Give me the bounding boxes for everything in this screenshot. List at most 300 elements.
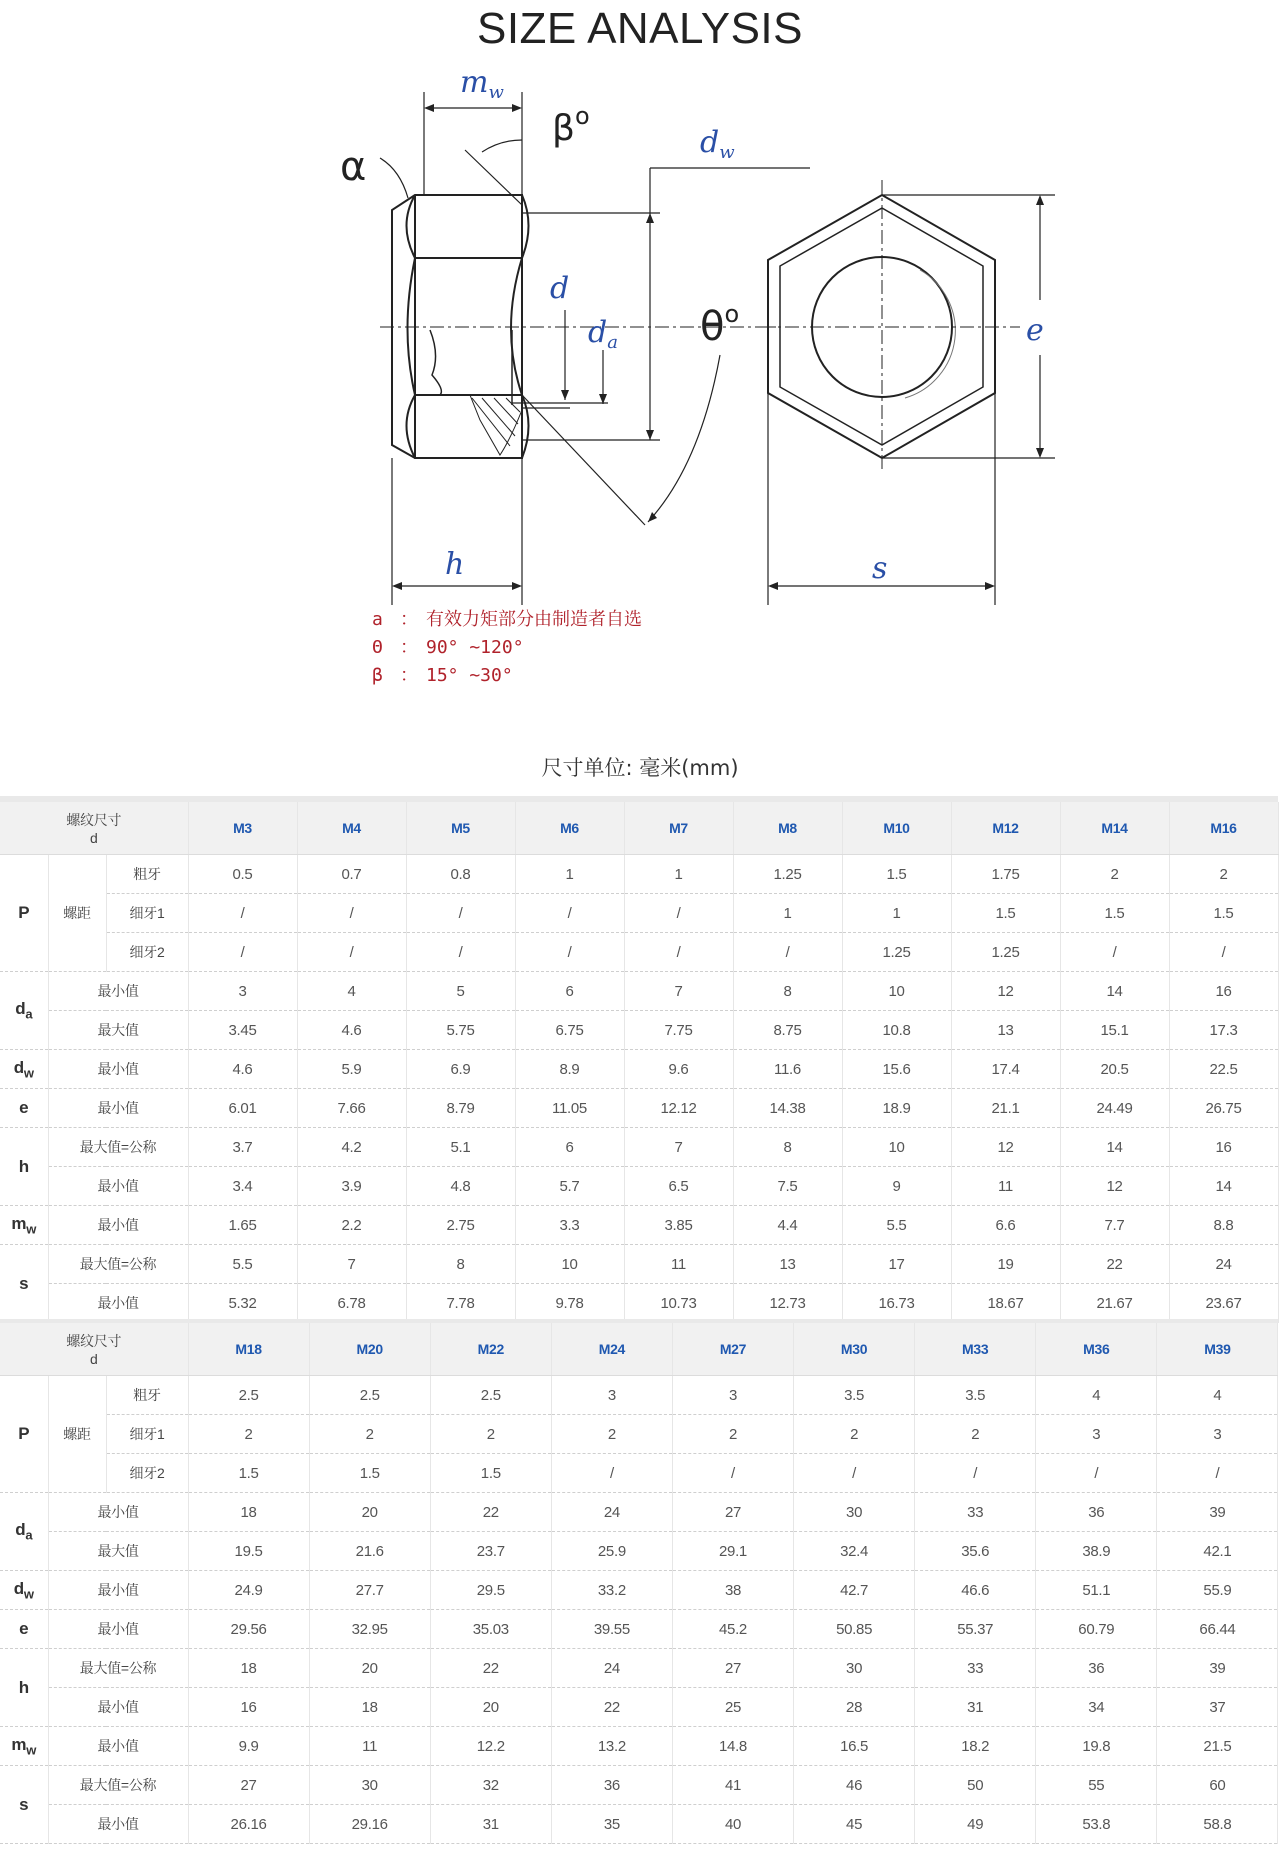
value-cell: 5.7 — [515, 1167, 624, 1206]
param-label: h — [0, 1128, 48, 1206]
value-cell: 36 — [551, 1766, 672, 1805]
value-cell: 2.5 — [188, 1376, 309, 1415]
legend-row-theta: Θ ： 90° ~120° — [372, 637, 524, 658]
value-cell: 1.75 — [951, 855, 1060, 894]
value-cell: 1.25 — [733, 855, 842, 894]
size-header: M33 — [915, 1323, 1036, 1376]
value-cell: 28 — [794, 1688, 915, 1727]
label-beta: $\beta^o$ — [552, 102, 590, 149]
value-cell: 8.79 — [406, 1089, 515, 1128]
table-row — [0, 1688, 1278, 1727]
value-cell: 2 — [188, 1415, 309, 1454]
table-row — [0, 1206, 1278, 1245]
value-cell: 10 — [515, 1245, 624, 1284]
value-cell: 26.16 — [188, 1805, 309, 1844]
value-cell: / — [915, 1454, 1036, 1493]
sub-label: 细牙2 — [106, 933, 188, 972]
value-cell: 24 — [551, 1649, 672, 1688]
value-cell: 1.5 — [309, 1454, 430, 1493]
value-cell: 23.7 — [430, 1532, 551, 1571]
size-header: M18 — [188, 1323, 309, 1376]
value-cell: 29.56 — [188, 1610, 309, 1649]
value-cell: / — [406, 933, 515, 972]
value-cell: 21.1 — [951, 1089, 1060, 1128]
legend-row-beta: β ： 15° ~30° — [372, 665, 513, 686]
unit-caption: 尺寸单位: 毫米(mm) — [541, 756, 739, 780]
size-header: M3 — [188, 802, 297, 855]
value-cell: 50.85 — [794, 1610, 915, 1649]
value-cell: 8.9 — [515, 1050, 624, 1089]
legend-row-a: a ： 有效力矩部分由制造者自选 — [372, 609, 642, 630]
param-label: s — [0, 1245, 48, 1323]
value-cell: 20 — [309, 1649, 430, 1688]
sub-label: 最大值 — [48, 1011, 188, 1050]
param-label: e — [0, 1089, 48, 1128]
value-cell: 1.65 — [188, 1206, 297, 1245]
value-cell: 26.75 — [1169, 1089, 1278, 1128]
value-cell: 16 — [1169, 1128, 1278, 1167]
value-cell: / — [672, 1454, 793, 1493]
value-cell: 60.79 — [1036, 1610, 1157, 1649]
sub-label: 粗牙 — [106, 855, 188, 894]
value-cell: 14.8 — [672, 1727, 793, 1766]
value-cell: 24 — [1169, 1245, 1278, 1284]
table-row — [0, 1167, 1278, 1206]
value-cell: 10.73 — [624, 1284, 733, 1323]
value-cell: 10 — [842, 1128, 951, 1167]
value-cell: 29.16 — [309, 1805, 430, 1844]
param-label: $d_w$ — [0, 1571, 48, 1610]
size-header: M4 — [297, 802, 406, 855]
value-cell: 5.1 — [406, 1128, 515, 1167]
value-cell: / — [733, 933, 842, 972]
value-cell: 37 — [1157, 1688, 1278, 1727]
value-cell: 19.5 — [188, 1532, 309, 1571]
value-cell: 31 — [430, 1805, 551, 1844]
value-cell: 27 — [672, 1649, 793, 1688]
size-header: M22 — [430, 1323, 551, 1376]
table-row — [0, 1050, 1278, 1089]
value-cell: 11.05 — [515, 1089, 624, 1128]
table-row — [0, 1649, 1278, 1688]
value-cell: 1.5 — [1169, 894, 1278, 933]
value-cell: 19.8 — [1036, 1727, 1157, 1766]
value-cell: 10 — [842, 972, 951, 1011]
value-cell: 3 — [551, 1376, 672, 1415]
size-header: M27 — [672, 1323, 793, 1376]
sub-label: 最大值=公称 — [48, 1245, 188, 1284]
size-header: M36 — [1036, 1323, 1157, 1376]
value-cell: 16 — [1169, 972, 1278, 1011]
value-cell: 24.49 — [1060, 1089, 1169, 1128]
sub-label: 最小值 — [48, 1493, 188, 1532]
size-header: M12 — [951, 802, 1060, 855]
value-cell: 3.3 — [515, 1206, 624, 1245]
size-header: M24 — [551, 1323, 672, 1376]
value-cell: 17.4 — [951, 1050, 1060, 1089]
table-row — [0, 1245, 1278, 1284]
value-cell: 9.9 — [188, 1727, 309, 1766]
sub-label: 最小值 — [48, 1206, 188, 1245]
value-cell: / — [1157, 1454, 1278, 1493]
value-cell: 22.5 — [1169, 1050, 1278, 1089]
table-row — [0, 1454, 1278, 1493]
value-cell: 7.7 — [1060, 1206, 1169, 1245]
value-cell: 12.73 — [733, 1284, 842, 1323]
label-da: $d_a$ — [588, 315, 618, 353]
value-cell: 27 — [188, 1766, 309, 1805]
label-dw: $d_w$ — [700, 125, 735, 163]
value-cell: 33 — [915, 1493, 1036, 1532]
sub-label: 最大值=公称 — [48, 1766, 188, 1805]
value-cell: 1.25 — [951, 933, 1060, 972]
value-cell: 21.67 — [1060, 1284, 1169, 1323]
value-cell: 5.75 — [406, 1011, 515, 1050]
sub-label: 最大值=公称 — [48, 1649, 188, 1688]
value-cell: 4 — [1036, 1376, 1157, 1415]
value-cell: / — [515, 933, 624, 972]
sub-label: 最小值 — [48, 1805, 188, 1844]
value-cell: 5.5 — [842, 1206, 951, 1245]
value-cell: 38.9 — [1036, 1532, 1157, 1571]
value-cell: 1.5 — [188, 1454, 309, 1493]
value-cell: 18 — [309, 1688, 430, 1727]
value-cell: / — [406, 894, 515, 933]
value-cell: 35.6 — [915, 1532, 1036, 1571]
value-cell: 30 — [794, 1493, 915, 1532]
param-label: $m_w$ — [0, 1727, 48, 1766]
value-cell: 10.8 — [842, 1011, 951, 1050]
value-cell: 2.5 — [430, 1376, 551, 1415]
value-cell: 18.2 — [915, 1727, 1036, 1766]
value-cell: 0.7 — [297, 855, 406, 894]
value-cell: 6.5 — [624, 1167, 733, 1206]
table-row — [0, 1493, 1278, 1532]
value-cell: 8 — [733, 1128, 842, 1167]
value-cell: / — [1169, 933, 1278, 972]
sub-label: 最大值=公称 — [48, 1128, 188, 1167]
value-cell: 7.78 — [406, 1284, 515, 1323]
value-cell: 18 — [188, 1649, 309, 1688]
value-cell: 39 — [1157, 1649, 1278, 1688]
sub-label: 细牙1 — [106, 894, 188, 933]
value-cell: 13.2 — [551, 1727, 672, 1766]
value-cell: 7 — [624, 972, 733, 1011]
value-cell: 4.6 — [188, 1050, 297, 1089]
param-label: s — [0, 1766, 48, 1844]
value-cell: 3 — [672, 1376, 793, 1415]
value-cell: 21.6 — [309, 1532, 430, 1571]
param-label: $m_w$ — [0, 1206, 48, 1245]
value-cell: 58.8 — [1157, 1805, 1278, 1844]
sub-label: 最小值 — [48, 1571, 188, 1610]
value-cell: 55 — [1036, 1766, 1157, 1805]
value-cell: 23.67 — [1169, 1284, 1278, 1323]
value-cell: 32.95 — [309, 1610, 430, 1649]
value-cell: 29.1 — [672, 1532, 793, 1571]
spec-table-2 — [0, 1323, 1278, 1844]
value-cell: 1.25 — [842, 933, 951, 972]
sub-label: 最小值 — [48, 1284, 188, 1323]
value-cell: 9 — [842, 1167, 951, 1206]
param-label: $d_w$ — [0, 1050, 48, 1089]
param-label: P — [0, 855, 48, 972]
label-mw: $m_w$ — [460, 70, 504, 103]
value-cell: 35.03 — [430, 1610, 551, 1649]
value-cell: 30 — [794, 1649, 915, 1688]
value-cell: 35 — [551, 1805, 672, 1844]
table-row — [0, 855, 1278, 894]
value-cell: 2 — [672, 1415, 793, 1454]
value-cell: 17 — [842, 1245, 951, 1284]
value-cell: 33 — [915, 1649, 1036, 1688]
table-row — [0, 1128, 1278, 1167]
value-cell: 14.38 — [733, 1089, 842, 1128]
value-cell: 27 — [672, 1493, 793, 1532]
value-cell: / — [1060, 933, 1169, 972]
value-cell: 12 — [951, 1128, 1060, 1167]
sub-label: 最小值 — [48, 1167, 188, 1206]
value-cell: 11 — [309, 1727, 430, 1766]
value-cell: 12.2 — [430, 1727, 551, 1766]
value-cell: 15.6 — [842, 1050, 951, 1089]
value-cell: 53.8 — [1036, 1805, 1157, 1844]
size-header: M6 — [515, 802, 624, 855]
value-cell: / — [794, 1454, 915, 1493]
size-header: M39 — [1157, 1323, 1278, 1376]
table-row — [0, 1284, 1278, 1323]
param-label: $d_a$ — [0, 1493, 48, 1571]
value-cell: 14 — [1060, 972, 1169, 1011]
table-row — [0, 1610, 1278, 1649]
value-cell: 9.6 — [624, 1050, 733, 1089]
value-cell: 0.5 — [188, 855, 297, 894]
value-cell: 32.4 — [794, 1532, 915, 1571]
size-header: M8 — [733, 802, 842, 855]
value-cell: 19 — [951, 1245, 1060, 1284]
value-cell: 11 — [624, 1245, 733, 1284]
value-cell: 6.01 — [188, 1089, 297, 1128]
value-cell: 21.5 — [1157, 1727, 1278, 1766]
value-cell: 42.1 — [1157, 1532, 1278, 1571]
value-cell: 5.32 — [188, 1284, 297, 1323]
value-cell: / — [624, 933, 733, 972]
value-cell: / — [515, 894, 624, 933]
value-cell: 6.75 — [515, 1011, 624, 1050]
value-cell: 0.8 — [406, 855, 515, 894]
value-cell: 3 — [1157, 1415, 1278, 1454]
value-cell: 7 — [297, 1245, 406, 1284]
value-cell: 45.2 — [672, 1610, 793, 1649]
angle-legend — [372, 606, 642, 690]
value-cell: 45 — [794, 1805, 915, 1844]
value-cell: 36 — [1036, 1493, 1157, 1532]
param-label: $d_a$ — [0, 972, 48, 1050]
sub-label: 最小值 — [48, 1727, 188, 1766]
value-cell: 31 — [915, 1688, 1036, 1727]
value-cell: 3.5 — [915, 1376, 1036, 1415]
value-cell: 8.75 — [733, 1011, 842, 1050]
value-cell: 34 — [1036, 1688, 1157, 1727]
value-cell: 60 — [1157, 1766, 1278, 1805]
value-cell: 66.44 — [1157, 1610, 1278, 1649]
value-cell: 7.5 — [733, 1167, 842, 1206]
value-cell: 1.5 — [951, 894, 1060, 933]
value-cell: 46.6 — [915, 1571, 1036, 1610]
size-header: M16 — [1169, 802, 1278, 855]
value-cell: 55.37 — [915, 1610, 1036, 1649]
value-cell: 2 — [309, 1415, 430, 1454]
sub-label: 细牙1 — [106, 1415, 188, 1454]
value-cell: 2 — [551, 1415, 672, 1454]
value-cell: 18.9 — [842, 1089, 951, 1128]
value-cell: 1 — [515, 855, 624, 894]
value-cell: 42.7 — [794, 1571, 915, 1610]
value-cell: 14 — [1060, 1128, 1169, 1167]
value-cell: 7.75 — [624, 1011, 733, 1050]
value-cell: 1.5 — [430, 1454, 551, 1493]
param-label: P — [0, 1376, 48, 1493]
sub-label: 最大值 — [48, 1532, 188, 1571]
value-cell: / — [297, 894, 406, 933]
value-cell: 25.9 — [551, 1532, 672, 1571]
label-theta: $\theta^o$ — [700, 300, 740, 350]
value-cell: 2 — [794, 1415, 915, 1454]
param-label: h — [0, 1649, 48, 1727]
value-cell: 4.4 — [733, 1206, 842, 1245]
size-header: M7 — [624, 802, 733, 855]
value-cell: 40 — [672, 1805, 793, 1844]
value-cell: 2 — [915, 1415, 1036, 1454]
page-title: SIZE ANALYSIS — [476, 4, 804, 53]
value-cell: 6.6 — [951, 1206, 1060, 1245]
value-cell: 22 — [1060, 1245, 1169, 1284]
sub-label: 最小值 — [48, 972, 188, 1011]
table-row — [0, 972, 1278, 1011]
value-cell: 7 — [624, 1128, 733, 1167]
value-cell: 5 — [406, 972, 515, 1011]
size-header: M20 — [309, 1323, 430, 1376]
pitch-group-label: 螺距 — [48, 855, 106, 972]
value-cell: 1.5 — [842, 855, 951, 894]
nut-dimension-drawing — [340, 70, 1060, 610]
size-header: M30 — [794, 1323, 915, 1376]
pitch-group-label: 螺距 — [48, 1376, 106, 1493]
table-row — [0, 1011, 1278, 1050]
sub-label: 最小值 — [48, 1610, 188, 1649]
value-cell: 16.73 — [842, 1284, 951, 1323]
value-cell: 25 — [672, 1688, 793, 1727]
corner-header: 螺纹尺寸 d — [0, 1323, 188, 1376]
value-cell: 17.3 — [1169, 1011, 1278, 1050]
value-cell: 4 — [297, 972, 406, 1011]
value-cell: 6.9 — [406, 1050, 515, 1089]
value-cell: 8.8 — [1169, 1206, 1278, 1245]
value-cell: 24 — [551, 1493, 672, 1532]
spec-table-1 — [0, 802, 1279, 1323]
value-cell: 5.5 — [188, 1245, 297, 1284]
value-cell: 3.4 — [188, 1167, 297, 1206]
value-cell: 12 — [1060, 1167, 1169, 1206]
value-cell: 3.5 — [794, 1376, 915, 1415]
value-cell: / — [188, 933, 297, 972]
value-cell: 8 — [406, 1245, 515, 1284]
value-cell: 14 — [1169, 1167, 1278, 1206]
sub-label: 最小值 — [48, 1089, 188, 1128]
value-cell: 30 — [309, 1766, 430, 1805]
sub-label: 粗牙 — [106, 1376, 188, 1415]
size-header: M14 — [1060, 802, 1169, 855]
value-cell: 3.45 — [188, 1011, 297, 1050]
size-header: M10 — [842, 802, 951, 855]
value-cell: 3.85 — [624, 1206, 733, 1245]
value-cell: 22 — [430, 1493, 551, 1532]
table-row — [0, 894, 1278, 933]
value-cell: 36 — [1036, 1649, 1157, 1688]
value-cell: 49 — [915, 1805, 1036, 1844]
value-cell: 3.7 — [188, 1128, 297, 1167]
value-cell: 41 — [672, 1766, 793, 1805]
value-cell: 1 — [624, 855, 733, 894]
value-cell: / — [1036, 1454, 1157, 1493]
value-cell: 22 — [551, 1688, 672, 1727]
value-cell: 1 — [842, 894, 951, 933]
value-cell: 2 — [430, 1415, 551, 1454]
table-row — [0, 1571, 1278, 1610]
value-cell: 3 — [1036, 1415, 1157, 1454]
value-cell: 8 — [733, 972, 842, 1011]
value-cell: 12 — [951, 972, 1060, 1011]
value-cell: 13 — [733, 1245, 842, 1284]
table-row — [0, 1766, 1278, 1805]
label-alpha: α — [340, 144, 367, 190]
param-label: e — [0, 1610, 48, 1649]
value-cell: 2.75 — [406, 1206, 515, 1245]
value-cell: 29.5 — [430, 1571, 551, 1610]
label-e: e — [1026, 313, 1044, 348]
value-cell: 4 — [1157, 1376, 1278, 1415]
value-cell: 2 — [1169, 855, 1278, 894]
value-cell: 4.6 — [297, 1011, 406, 1050]
value-cell: 9.78 — [515, 1284, 624, 1323]
label-h: h — [445, 547, 465, 582]
value-cell: / — [297, 933, 406, 972]
value-cell: 4.8 — [406, 1167, 515, 1206]
value-cell: 2.2 — [297, 1206, 406, 1245]
sub-label: 最小值 — [48, 1050, 188, 1089]
table-row — [0, 1727, 1278, 1766]
table-row — [0, 1089, 1278, 1128]
value-cell: 11 — [951, 1167, 1060, 1206]
value-cell: 33.2 — [551, 1571, 672, 1610]
table-row — [0, 1805, 1278, 1844]
value-cell: 46 — [794, 1766, 915, 1805]
value-cell: 5.9 — [297, 1050, 406, 1089]
value-cell: 2.5 — [309, 1376, 430, 1415]
value-cell: 11.6 — [733, 1050, 842, 1089]
label-s: s — [872, 551, 888, 586]
value-cell: / — [551, 1454, 672, 1493]
table-row — [0, 1376, 1278, 1415]
table-row — [0, 1415, 1278, 1454]
sub-label: 最小值 — [48, 1688, 188, 1727]
value-cell: 12.12 — [624, 1089, 733, 1128]
value-cell: 6.78 — [297, 1284, 406, 1323]
sub-label: 细牙2 — [106, 1454, 188, 1493]
value-cell: / — [188, 894, 297, 933]
value-cell: 39.55 — [551, 1610, 672, 1649]
value-cell: 16.5 — [794, 1727, 915, 1766]
